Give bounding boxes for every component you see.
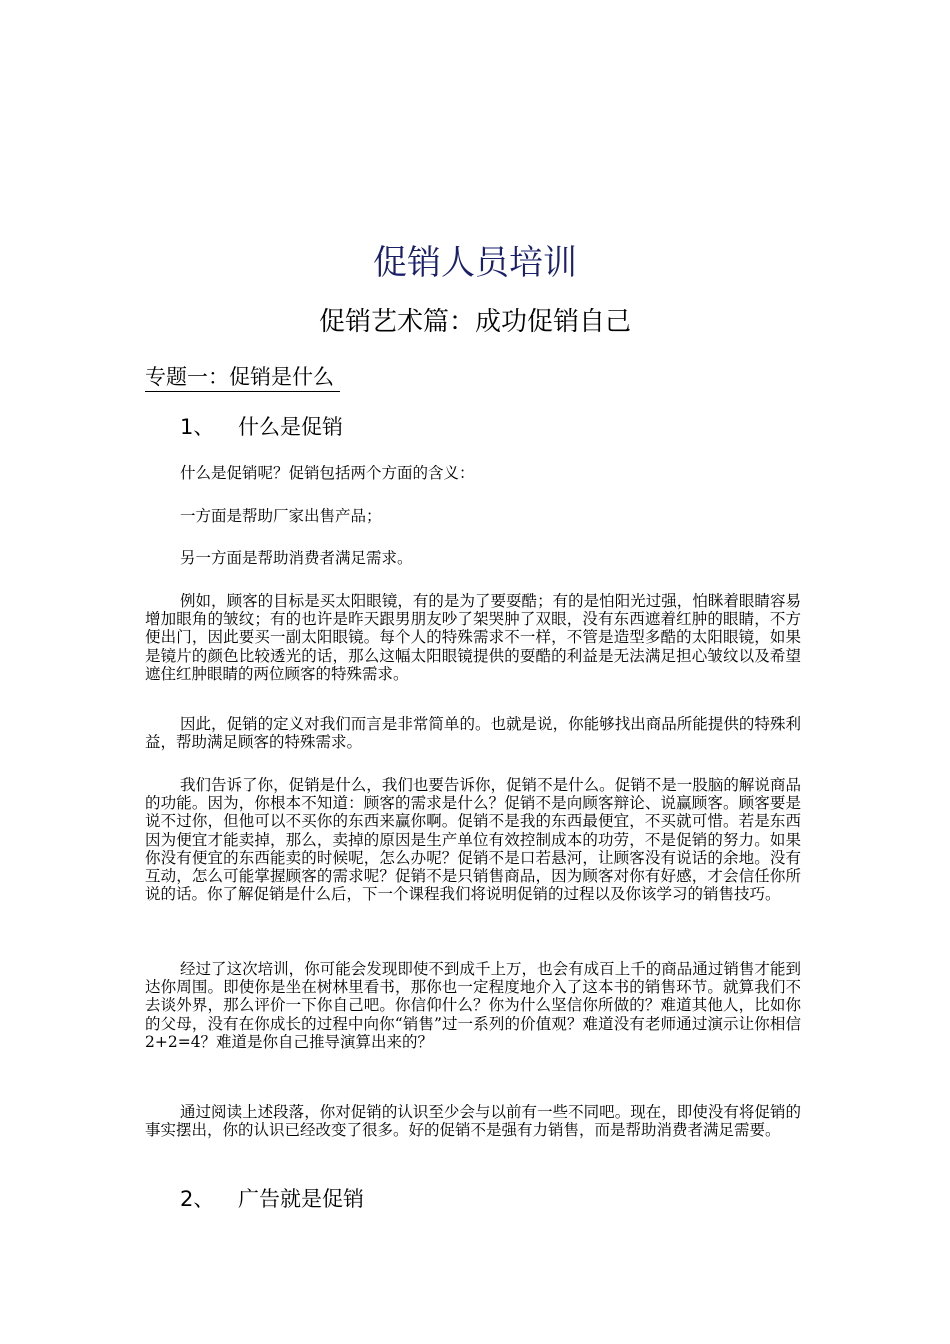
paragraph: 因此，促销的定义对我们而言是非常简单的。也就是说，你能够找出商品所能提供的特殊利益，帮助满足顾客的特殊需求。 <box>145 715 801 752</box>
document-subtitle: 促销艺术篇：成功促销自己 <box>318 307 631 337</box>
paragraph: 我们告诉了你，促销是什么，我们也要告诉你，促销不是什么。促销不是一股脑的解说商品的功能。因为，你根本不知道：顾客的需求是什么？促销不是向顾客辩论、说赢顾客。顾客要是说不过你，但他可以不买你的东西来赢你啊。促销不是我的东西最便宜，不买就可惜。若是东西因为便宜才能卖掉，那么，卖掉的原因是生产单位有效控制成本的功劳，不是促销的努力。如果你没有便宜的东西能卖的时候呢，怎么办呢？促销不是口若悬河，让顾客没有说话的余地。没有互动，怎么可能掌握顾客的需求呢？促销不是只销售商品，因为顾客对你有好感，才会信任你所说的话。你了解促销是什么后，下一个课程我们将说明促销的过程以及你该学习的销售技巧。 <box>145 776 801 904</box>
section-heading-1 <box>180 410 343 444</box>
paragraph: 通过阅读上述段落，你对促销的认识至少会与以前有一些不同吧。现在，即使没有将促销的事实摆出，你的认识已经改变了很多。好的促销不是强有力销售，而是帮助消费者满足需要。 <box>145 1103 801 1140</box>
paragraph: 另一方面是帮助消费者满足需求。 <box>180 549 413 567</box>
paragraph: 什么是促销呢？促销包括两个方面的含义： <box>180 464 475 482</box>
section-number: 1、 <box>180 415 215 439</box>
paragraph: 例如，顾客的目标是买太阳眼镜，有的是为了要耍酷；有的是怕阳光过强，怕眯着眼睛容易增加眼角的皱纹；有的也许是昨天跟男朋友吵了架哭肿了双眼，没有东西遮着红肿的眼睛，不方便出门，因此要买一副太阳眼镜。每个人的特殊需求不一样，不管是造型多酷的太阳眼镜，如果是镜片的颜色比较透光的话，那么这幅太阳眼镜提供的耍酷的利益是无法满足担心皱纹以及希望遮住红肿眼睛的两位顾客的特殊需求。 <box>145 592 801 683</box>
paragraph: 一方面是帮助厂家出售产品； <box>180 507 382 525</box>
document-title: 促销人员培训 <box>373 243 577 283</box>
section-heading-2 <box>180 1182 364 1216</box>
paragraph: 经过了这次培训，你可能会发现即使不到成千上万，也会有成百上千的商品通过销售才能到达你周围。即使你是坐在树林里看书，那你也一定程度地介入了这本书的销售环节。就算我们不去谈外界，那么评价一下你自己吧。你信仰什么？你为什么坚信你所做的？难道其他人，比如你的父母，没有在你成长的过程中向你“销售”过一系列的价值观？难道没有老师通过演示让你相信 2+2=4？难道是你自己推导演算出来的？ <box>145 960 801 1051</box>
section-title: 广告就是促销 <box>238 1187 364 1211</box>
section-number: 2、 <box>180 1187 215 1211</box>
topic-heading: 专题一：促销是什么 <box>145 360 340 392</box>
section-title: 什么是促销 <box>238 415 343 439</box>
